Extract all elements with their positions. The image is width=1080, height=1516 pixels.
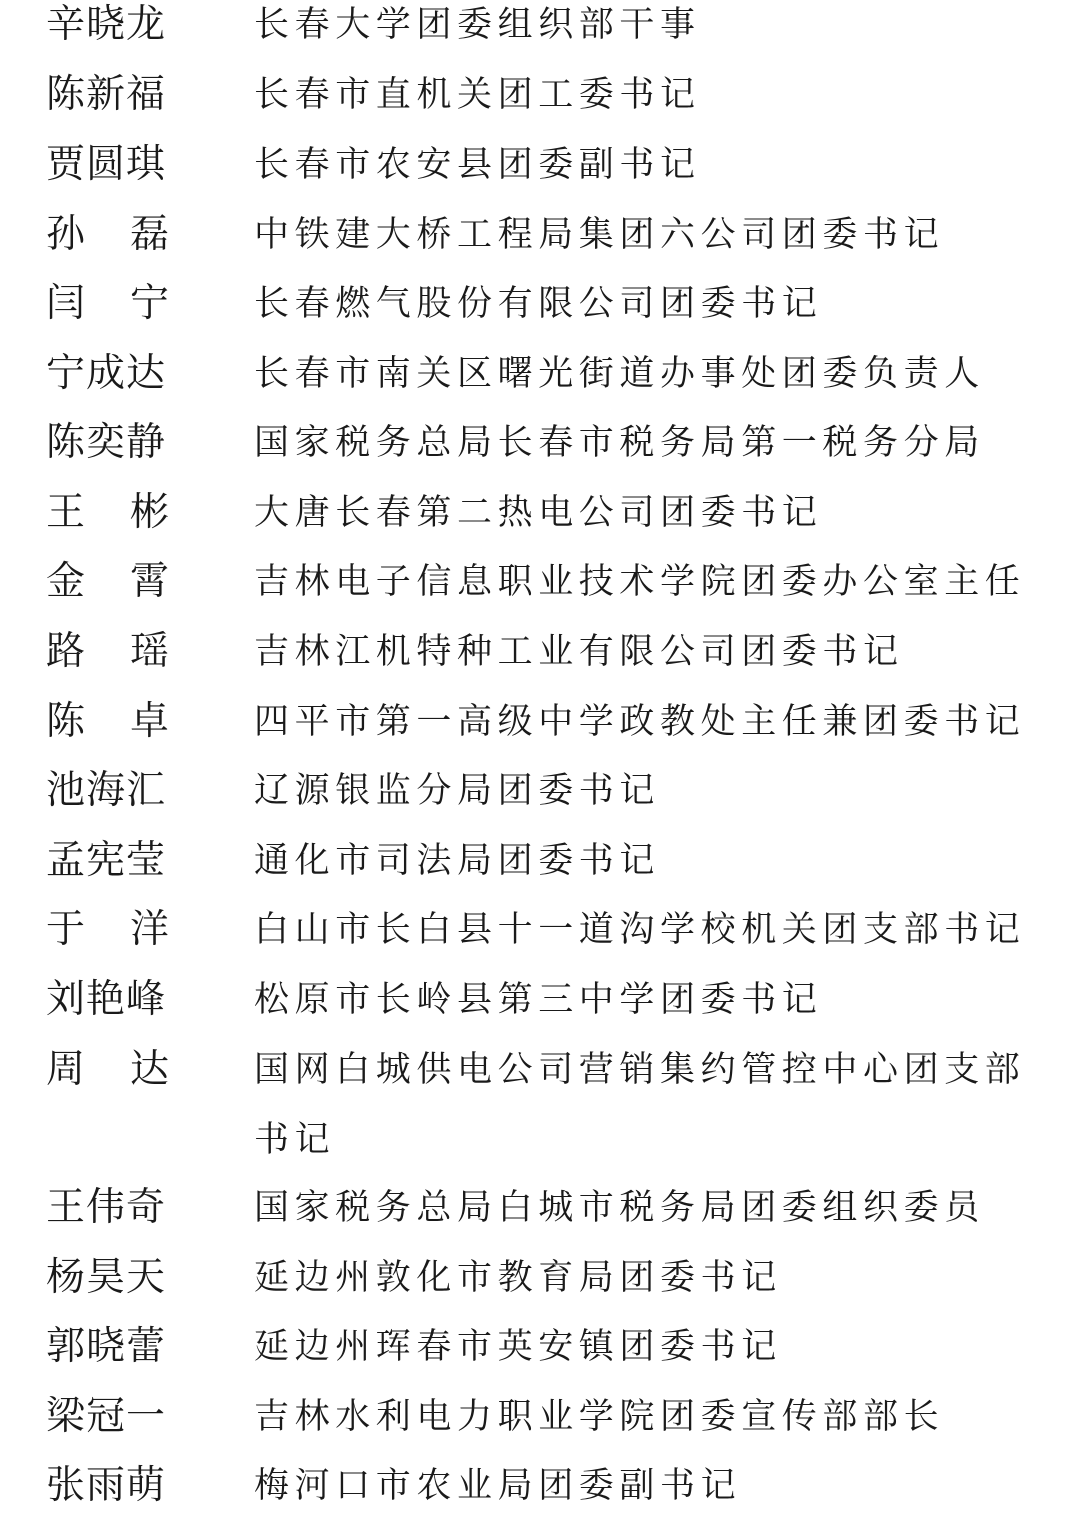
member-name: 孙 磊: [46, 212, 170, 257]
member-name: 郭晓蕾: [46, 1324, 167, 1369]
list-item: [0, 65, 1080, 125]
member-position: 长春大学团委组织部干事: [254, 5, 701, 45]
member-position: 长春市南关区曙光街道办事处团委负责人: [254, 354, 985, 394]
member-position: 中铁建大桥工程局集团六公司团委书记: [254, 215, 945, 255]
member-position: 辽源银监分局团委书记: [254, 771, 661, 811]
member-name: 周 达: [46, 1047, 170, 1092]
list-item: [0, 1178, 1080, 1238]
member-position: 长春燃气股份有限公司团委书记: [254, 284, 823, 324]
list-item: [0, 0, 1080, 55]
list-item: [0, 135, 1080, 195]
member-name: 陈新福: [46, 72, 167, 117]
list-item: [0, 622, 1080, 682]
member-name: 辛晓龙: [46, 2, 167, 47]
list-item: [0, 344, 1080, 404]
member-name: 闫 宁: [46, 281, 170, 326]
member-position: 延边州珲春市英安镇团委书记: [254, 1327, 782, 1367]
member-name: 于 洋: [46, 907, 170, 952]
member-position: 国网白城供电公司营销集约管控中心团支部 书记: [254, 1040, 1054, 1170]
member-name: 王伟奇: [46, 1185, 167, 1230]
member-position: 长春市农安县团委副书记: [254, 145, 701, 185]
member-name: 金 霄: [46, 559, 170, 604]
member-name: 张雨萌: [46, 1463, 167, 1508]
list-item: [0, 692, 1080, 752]
list-item: [0, 413, 1080, 473]
member-name: 池海汇: [46, 768, 167, 813]
list-item: [0, 900, 1080, 960]
list-item: [0, 1456, 1080, 1516]
list-item: [0, 761, 1080, 821]
member-name: 孟宪莹: [46, 838, 167, 883]
member-position: 国家税务总局长春市税务局第一税务分局: [254, 423, 985, 463]
member-name: 王 彬: [46, 490, 170, 535]
member-position: 四平市第一高级中学政教处主任兼团委书记: [254, 702, 1026, 742]
list-item: [0, 1387, 1080, 1447]
member-name: 宁成达: [46, 351, 167, 396]
member-position-continued: 书记: [254, 1120, 336, 1160]
member-name: 梁冠一: [46, 1394, 167, 1439]
list-item: [0, 1040, 1080, 1160]
member-name: 路 瑶: [46, 629, 170, 674]
member-name: 刘艳峰: [46, 977, 167, 1022]
list-item: [0, 1317, 1080, 1377]
list-item: [0, 274, 1080, 334]
member-position: 长春市直机关团工委书记: [254, 75, 701, 115]
member-position: 梅河口市农业局团委副书记: [254, 1466, 742, 1506]
member-position: 通化市司法局团委书记: [254, 841, 661, 881]
list-item: [0, 552, 1080, 612]
member-position: 吉林江机特种工业有限公司团委书记: [254, 632, 904, 672]
member-name: 贾圆琪: [46, 142, 167, 187]
member-position: 吉林水利电力职业学院团委宣传部部长: [254, 1397, 945, 1437]
member-position: 大唐长春第二热电公司团委书记: [254, 493, 823, 533]
member-name: 杨昊天: [46, 1255, 167, 1300]
list-item: [0, 205, 1080, 265]
member-position: 松原市长岭县第三中学团委书记: [254, 980, 823, 1020]
member-name: 陈奕静: [46, 420, 167, 465]
list-item: [0, 970, 1080, 1030]
member-position: 白山市长白县十一道沟学校机关团支部书记: [254, 910, 1026, 950]
member-position: 延边州敦化市教育局团委书记: [254, 1258, 782, 1298]
list-item: [0, 1248, 1080, 1308]
member-position: 吉林电子信息职业技术学院团委办公室主任: [254, 562, 1026, 602]
member-name: 陈 卓: [46, 699, 170, 744]
member-position: 国家税务总局白城市税务局团委组织委员: [254, 1188, 985, 1228]
list-item: [0, 831, 1080, 891]
list-item: [0, 483, 1080, 543]
